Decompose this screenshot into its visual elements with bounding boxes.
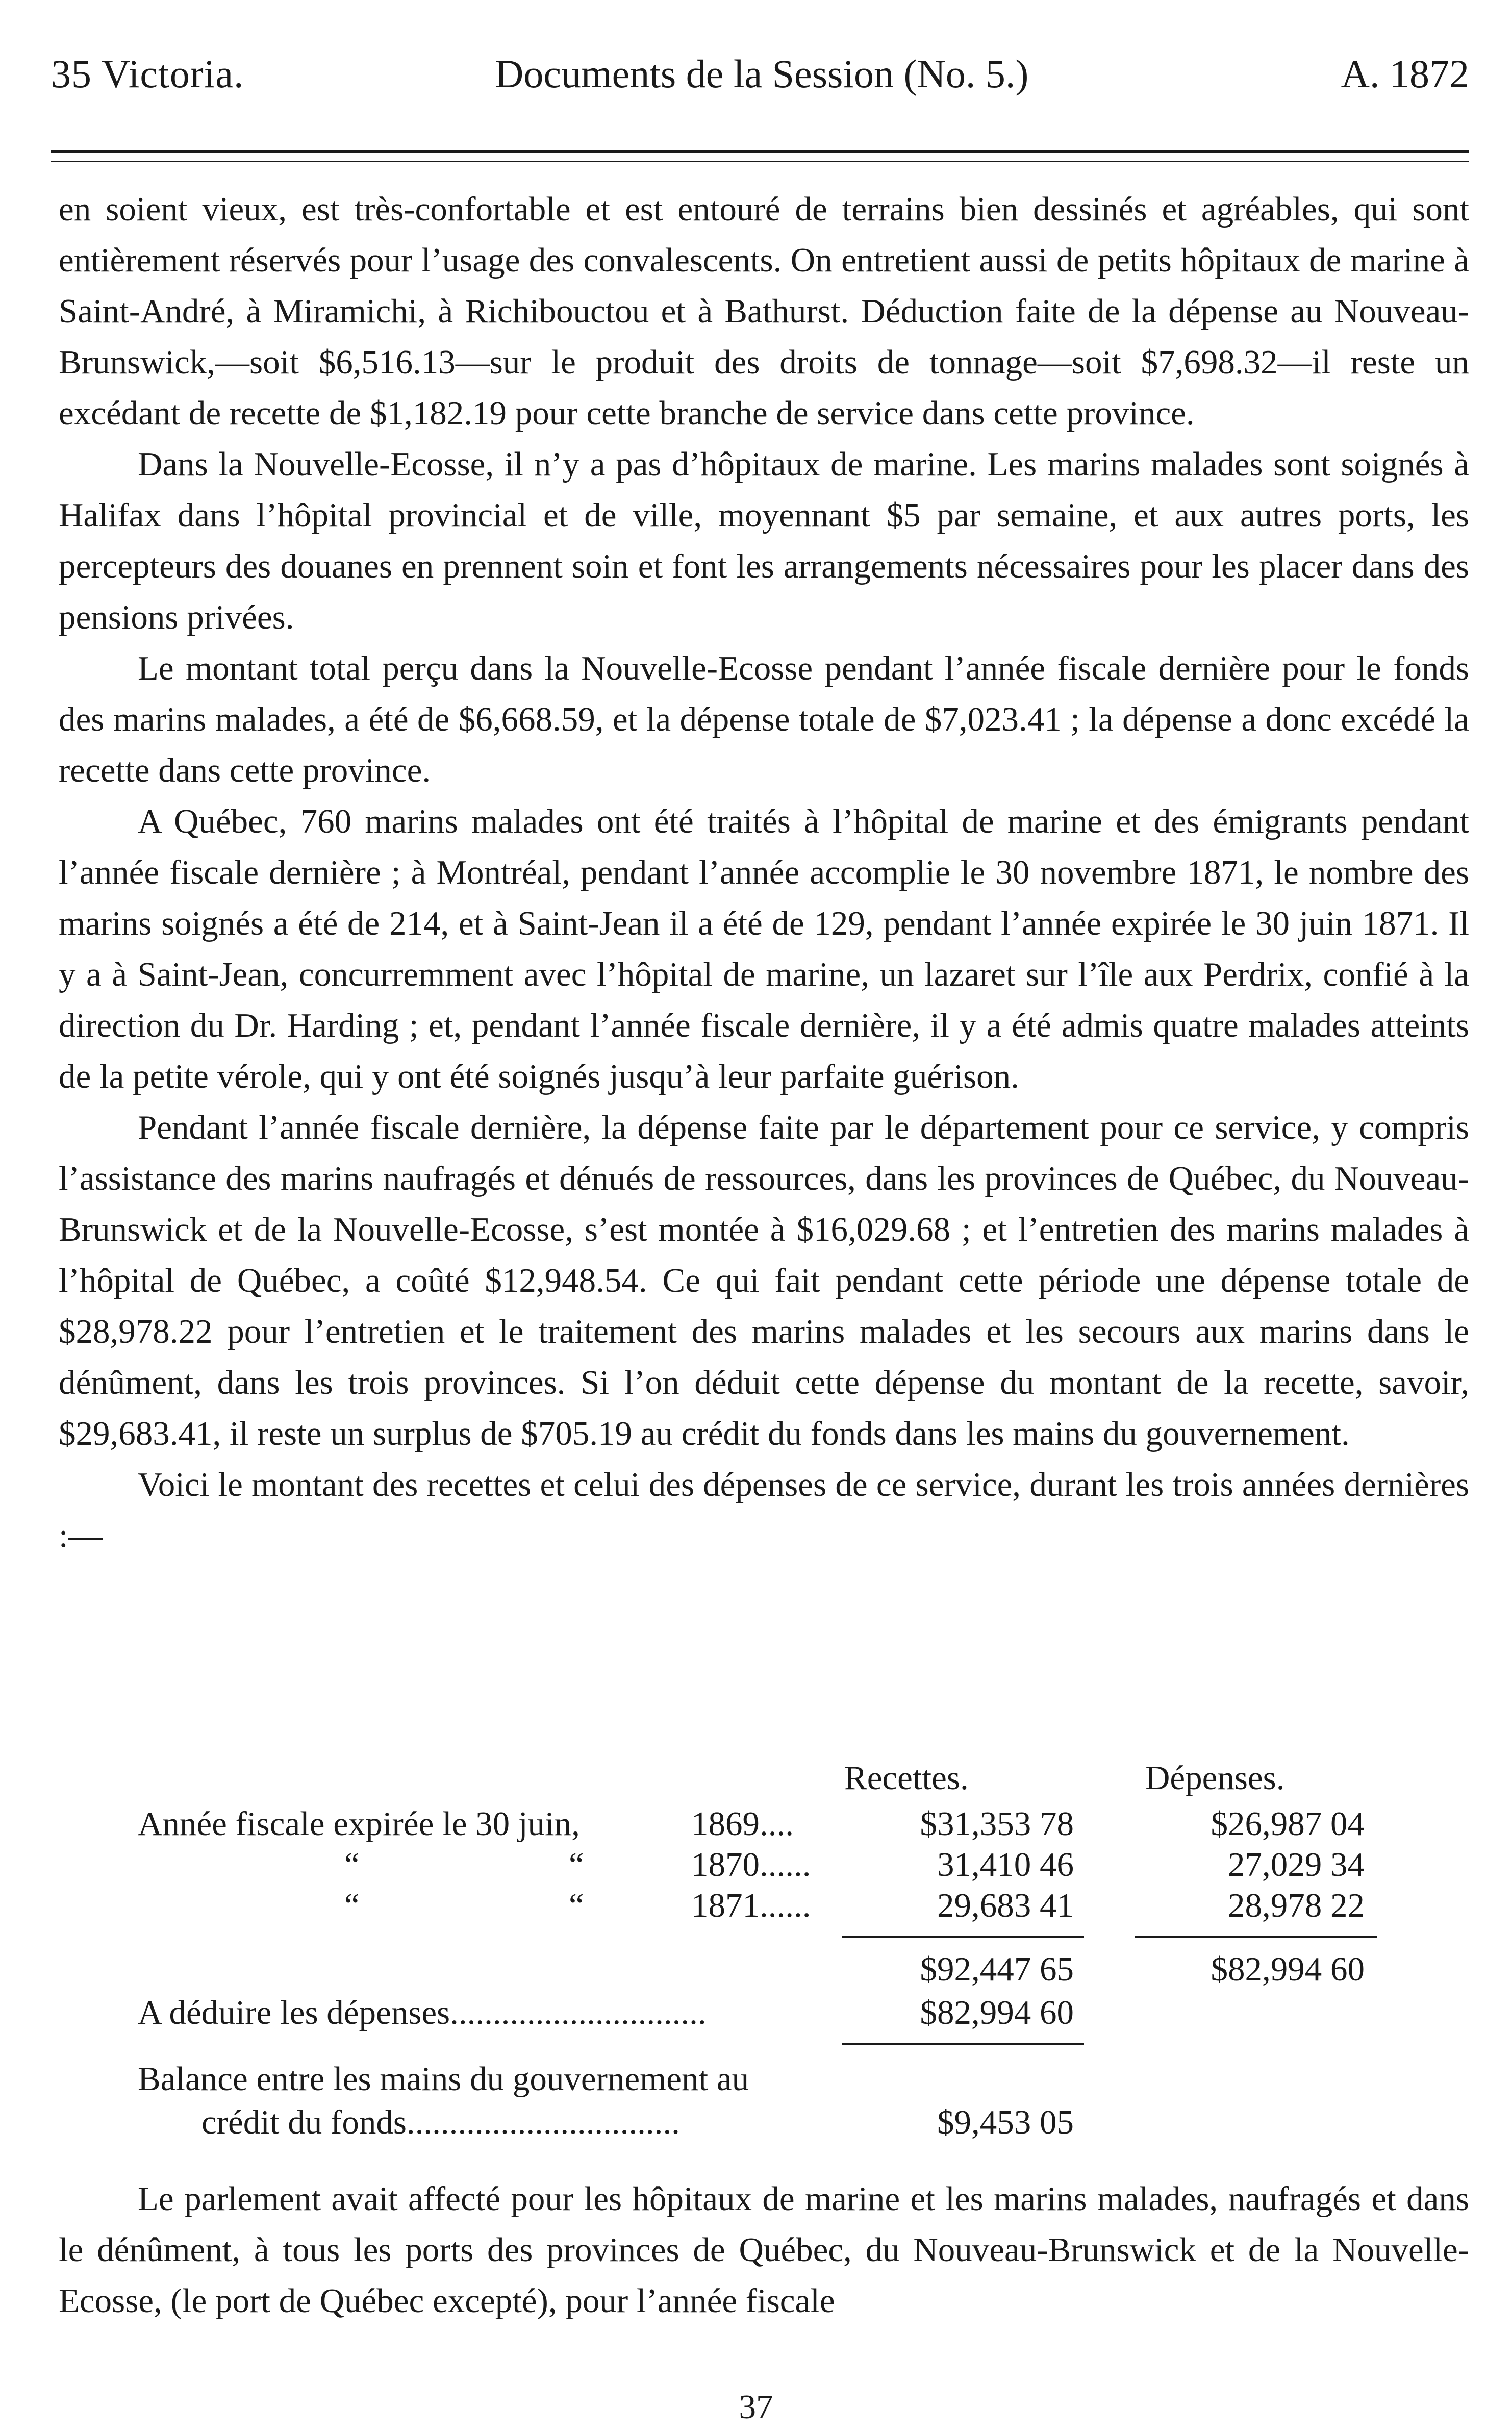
running-header [51,51,1469,112]
header-rule-thin [51,161,1469,162]
deduction-label: A déduire les dépenses.............................. [138,1994,707,2031]
paragraph: Le parlement avait affecté pour les hôpitaux de marine et les marins malades, naufragés et dans le dénûment, à tous les ports des provinces de Québec, du Nouveau-Brunswick et de la Nouvelle-Ecosse, (le port de Québec excepté), pour l’année fiscale [59,2180,1469,2320]
balance-value: $9,453 05 [937,2103,1074,2141]
header-rule-thick [51,150,1469,153]
page-number: 37 [739,2388,773,2426]
paragraph: en soient vieux, est très-confortable et est entouré de terrains bien dessinés et agréables, qui sont entièrement réservés pour l’usage des convalescents. On entretient aussi de petits hôpitaux de marine à Saint-André, à Miramichi, à Richibouctou et à Bathurst. Déduction faite de la dépense au Nouveau-Brunswick,—soit $6,516.13—sur le produit des droits de tonnage—soit $7,698.32—il reste un excédant de recette de $1,182.19 pour cette branche de service dans cette province. [59,190,1469,432]
row-year: 1871...... [691,1887,811,1924]
accounts-table [59,1747,1469,2181]
column-header-recettes: Recettes. [844,1759,969,1797]
row-recettes: $31,353 78 [920,1805,1074,1843]
ditto-mark: “ [569,1887,584,1924]
total-recettes: $92,447 65 [920,1950,1074,1988]
row-year: 1869.... [691,1805,794,1843]
header-title: Documents de la Session (No. 5.) [495,52,1029,96]
total-depenses: $82,994 60 [1211,1950,1365,1988]
deduction-value: $82,994 60 [920,1994,1074,2031]
paragraph: Le montant total perçu dans la Nouvelle-Ecosse pendant l’année fiscale dernière pour le fonds des marins malades, a été de $6,668.59, et la dépense totale de $7,023.41 ; la dépense a donc excédé la recette dans cette province. [59,649,1469,789]
row-label: Année fiscale expirée le 30 juin, [138,1805,580,1843]
paragraph: Dans la Nouvelle-Ecosse, il n’y a pas d’hôpitaux de marine. Les marins malades sont soignés à Halifax dans l’hôpital provincial et de ville, moyennant $5 par semaine, et aux autres ports, les percepteurs des douanes en prennent soin et font les arrangements nécessaires pour les placer dans des pensions privées. [59,445,1469,636]
row-depenses: 28,978 22 [1228,1887,1365,1924]
balance-label-line2: crédit du fonds................................ [201,2103,680,2141]
column-header-depenses: Dépenses. [1145,1759,1285,1797]
paragraph: Voici le montant des recettes et celui des dépenses de ce service, durant les trois années dernières :— [59,1466,1469,1554]
ditto-mark: “ [344,1887,360,1924]
row-depenses: 27,029 34 [1228,1846,1365,1884]
ditto-mark: “ [569,1846,584,1884]
header-volume: 35 Victoria. [51,52,244,96]
row-recettes: 29,683 41 [937,1887,1074,1924]
paragraph: A Québec, 760 marins malades ont été traités à l’hôpital de marine et des émigrants pendant l’année fiscale dernière ; à Montréal, pendant l’année accomplie le 30 novembre 1871, le nombre des marins soignés a été de 214, et à Saint-Jean il a été de 129, pendant l’année expirée le 30 juin 1871. Il y a à Saint-Jean, concurremment avec l’hôpital de marine, un lazaret sur l’île aux Perdrix, confié à la direction du Dr. Harding ; et, pendant l’année fiscale dernière, il y a été admis quatre malades atteints de la petite vérole, qui y ont été soignés jusqu’à leur parfaite guérison. [59,802,1469,1095]
closing-paragraph-container [59,2173,1469,2326]
row-depenses: $26,987 04 [1211,1805,1365,1843]
header-year: A. 1872 [1341,52,1469,96]
balance-rule [842,2043,1084,2045]
ditto-mark: “ [344,1846,360,1884]
balance-label-line1: Balance entre les mains du gouvernement au [138,2060,749,2098]
sum-rule-recettes [842,1936,1084,1938]
row-recettes: 31,410 46 [937,1846,1074,1884]
body-text [59,184,1469,1561]
row-year: 1870...... [691,1846,811,1884]
paragraph: Pendant l’année fiscale dernière, la dépense faite par le département pour ce service, y compris l’assistance des marins naufragés et dénués de ressources, dans les provinces de Québec, du Nouveau-Brunswick et de la Nouvelle-Ecosse, s’est montée à $16,029.68 ; et l’entretien des marins malades à l’hôpital de Québec, a coûté $12,948.54. Ce qui fait pendant cette période une dépense totale de $28,978.22 pour l’entretien et le traitement des marins malades et les secours aux marins dans le dénûment, dans les trois provinces. Si l’on déduit cette dépense du montant de la recette, savoir, $29,683.41, il reste un surplus de $705.19 au crédit du fonds dans les mains du gouvernement. [59,1109,1469,1452]
sum-rule-depenses [1135,1936,1377,1938]
